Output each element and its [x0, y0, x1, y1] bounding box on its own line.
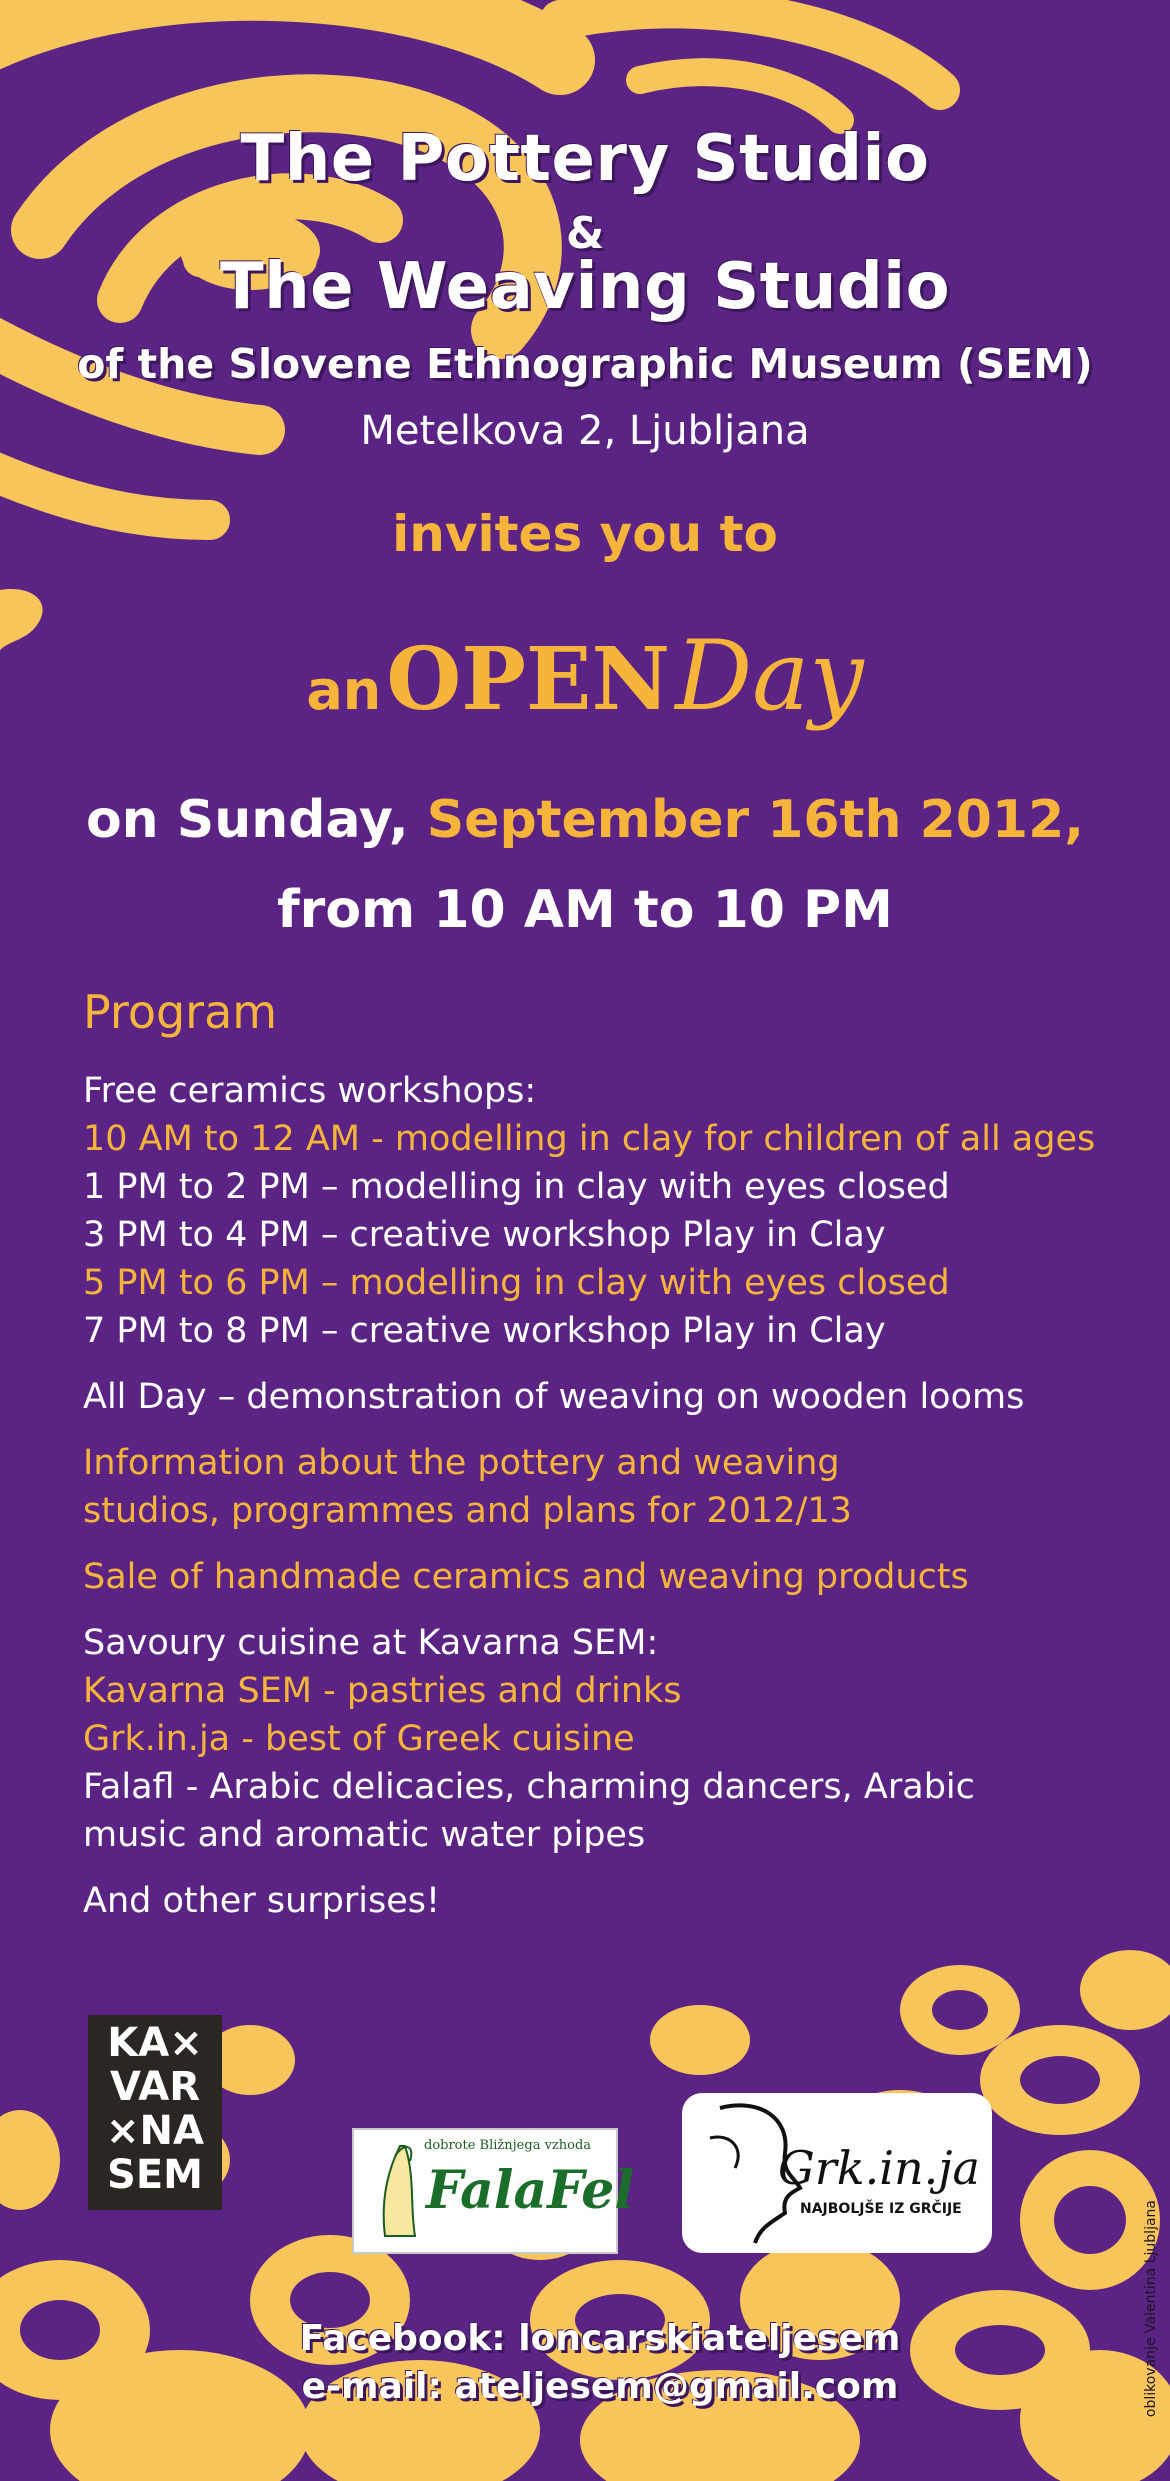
- program-line: 10 AM to 12 AM - modelling in clay for children of all ages: [83, 1119, 1096, 1159]
- program-line: 5 PM to 6 PM – modelling in clay with eyes closed: [83, 1263, 950, 1303]
- program-line: Savoury cuisine at Kavarna SEM:: [83, 1623, 659, 1663]
- program-line: 1 PM to 2 PM – modelling in clay with eyes closed: [83, 1167, 950, 1207]
- falafel-logo: [352, 2128, 635, 2254]
- date-line: [0, 790, 1170, 850]
- program-line: Sale of handmade ceramics and weaving products: [83, 1557, 969, 1597]
- museum-name: of the Slovene Ethnographic Museum (SEM): [77, 340, 1093, 388]
- open-day-day: Day: [675, 620, 864, 732]
- open-day-heading: [0, 620, 1170, 730]
- program-line: 3 PM to 4 PM – creative workshop Play in Clay: [83, 1215, 886, 1255]
- title-ampersand: &: [565, 208, 605, 259]
- program-line: All Day – demonstration of weaving on wooden looms: [83, 1377, 1025, 1417]
- program-line: Information about the pottery and weaving: [83, 1443, 840, 1483]
- program-line: 7 PM to 8 PM – creative workshop Play in Clay: [83, 1311, 886, 1351]
- program-line: Falafl - Arabic delicacies, charming dancers, Arabic: [83, 1767, 975, 1807]
- program-line: And other surprises!: [83, 1881, 441, 1921]
- open-day-an: an: [306, 659, 382, 722]
- program-line: music and aromatic water pipes: [83, 1815, 646, 1855]
- event-time: from 10 AM to 10 PM: [277, 880, 893, 940]
- event-date: September 16th 2012,: [426, 790, 1085, 850]
- kavarna-sem-logo: KA× VAR ×NA SEM: [88, 2015, 222, 2210]
- program-line: Kavarna SEM - pastries and drinks: [83, 1671, 682, 1711]
- design-credit: oblikovanje Valentina Ljubljana: [1143, 2200, 1159, 2418]
- title-weaving-studio: The Weaving Studio: [219, 250, 951, 324]
- program-heading: Program: [83, 985, 278, 1039]
- program-line: studios, programmes and plans for 2012/13: [83, 1491, 852, 1531]
- address: Metelkova 2, Ljubljana: [360, 408, 810, 454]
- grkinja-tagline: NAJBOLJŠE IZ GRČIJE: [800, 2201, 962, 2217]
- program-line: Grk.in.ja - best of Greek cuisine: [83, 1719, 635, 1759]
- falafel-tagline: dobrote Bližnjega vzhoda: [424, 2138, 592, 2153]
- falafel-figure-icon: [360, 2136, 430, 2246]
- facebook-contact: Facebook: loncarskiateljesem: [299, 2318, 901, 2359]
- title-pottery-studio: The Pottery Studio: [240, 122, 930, 196]
- program-section: [83, 985, 1143, 1925]
- date-prefix: on Sunday,: [85, 790, 409, 850]
- grkinja-logo: [682, 2093, 992, 2253]
- grkinja-wordmark: Grk.in.ja: [778, 2141, 980, 2195]
- program-line: Free ceramics workshops:: [83, 1071, 537, 1111]
- email-contact: e-mail: ateljesem@gmail.com: [301, 2366, 899, 2407]
- falafel-wordmark: FalaFel: [426, 2160, 635, 2221]
- invites-text: invites you to: [392, 505, 778, 563]
- open-day-open: OPEN: [386, 629, 671, 730]
